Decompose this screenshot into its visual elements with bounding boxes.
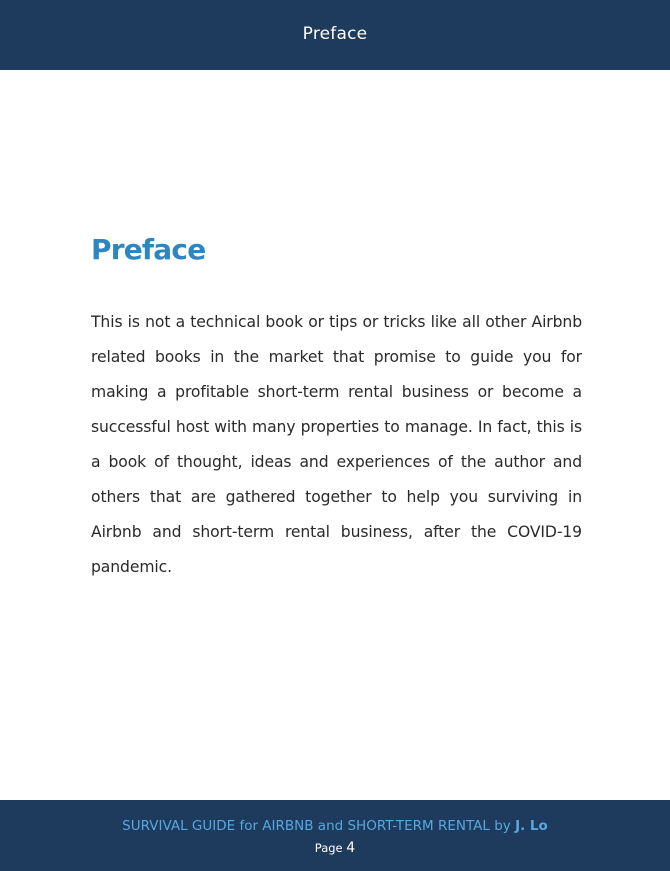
footer-book-title: SURVIVAL GUIDE for AIRBNB and SHORT-TERM RENTAL by — [122, 818, 516, 834]
page-heading: Preface — [91, 233, 206, 266]
running-footer — [0, 800, 670, 871]
footer-book-line — [0, 818, 670, 834]
footer-page-indicator — [0, 840, 670, 856]
footer-author: J. Lo — [515, 818, 548, 834]
running-header — [0, 0, 670, 70]
footer-page-number: 4 — [346, 840, 356, 856]
page-content — [91, 228, 582, 585]
preface-paragraph: This is not a technical book or tips or tricks like all other Airbnb related books in the market that promise to guide you for making a profitable short-term rental business or become a successful host with many properties to manage. In fact, this is a book of thought, ideas and experiences of the author and others that are gathered together to help you surviving in Airbnb and short-term rental business, after the COVID-19 pandemic. — [91, 313, 582, 576]
running-header-title: Preface — [302, 24, 368, 44]
footer-page-label: Page — [314, 841, 347, 855]
